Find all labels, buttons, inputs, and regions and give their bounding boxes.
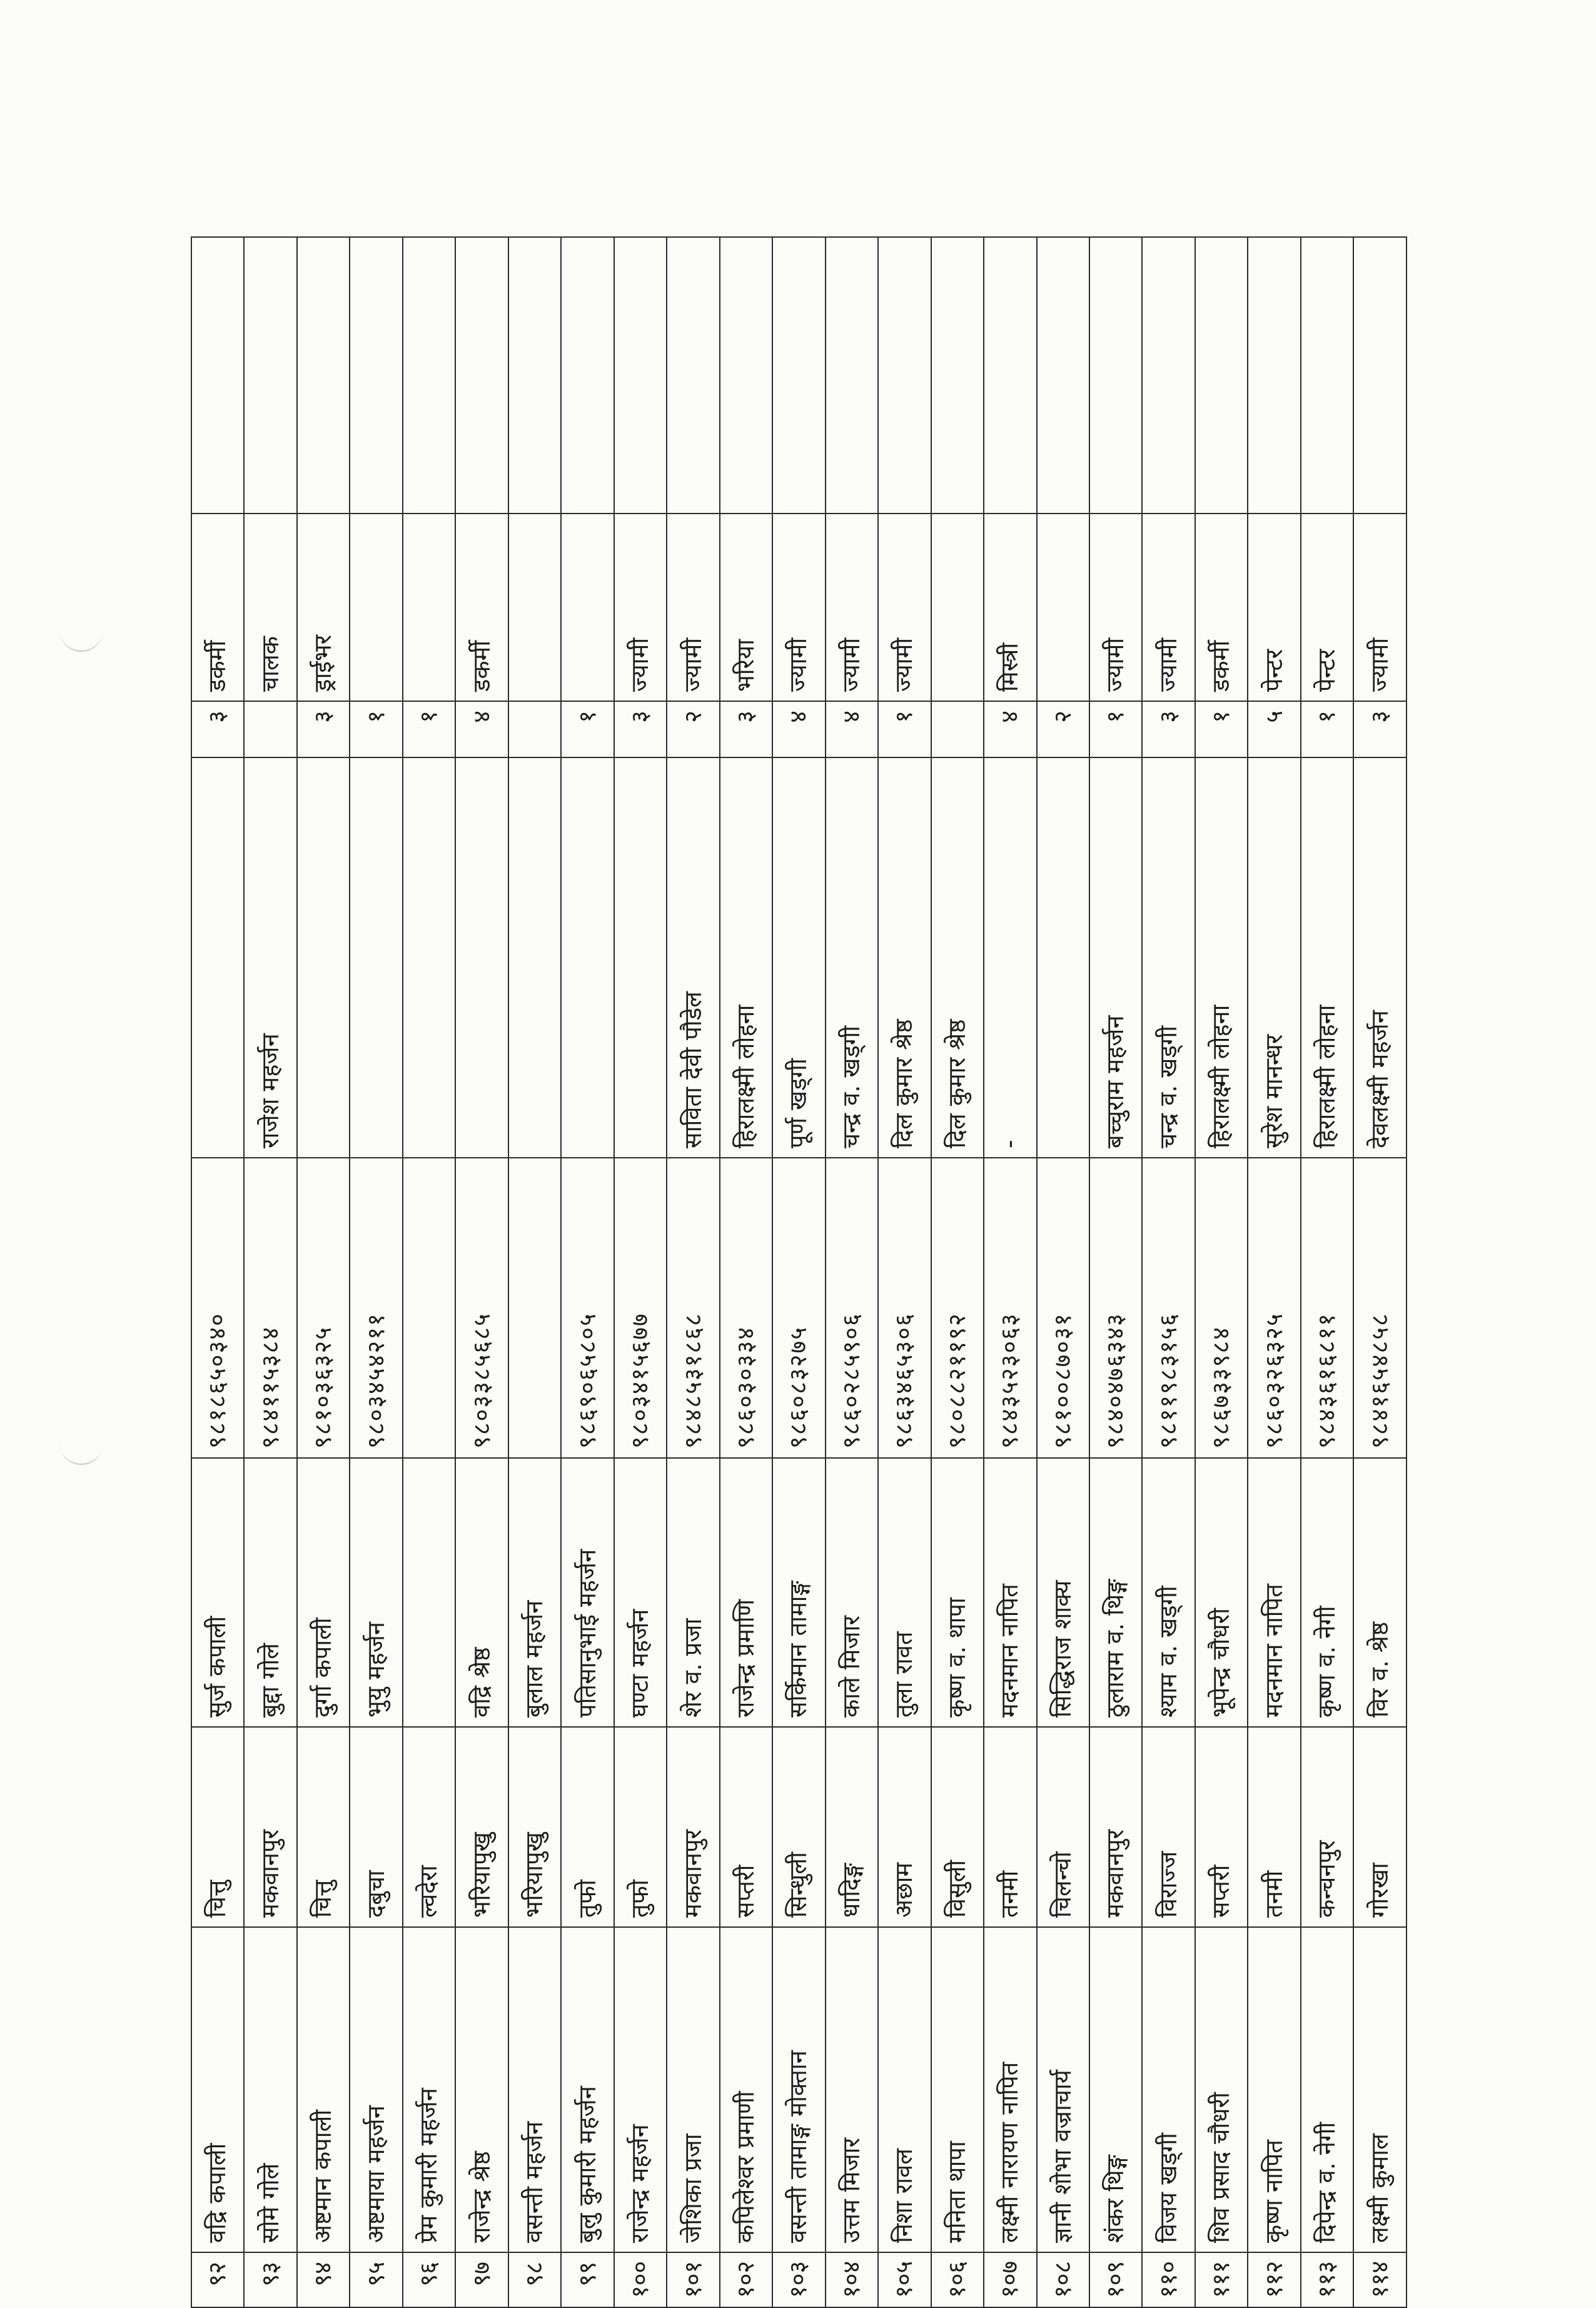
table-row <box>1037 237 1089 2307</box>
address: तुफो <box>614 1727 667 1927</box>
occupation: भरिया <box>720 514 772 701</box>
phone-number: ९८४३५२३०६३ <box>984 1158 1036 1458</box>
person-name: बुलु कुमारी महर्जन <box>561 1927 614 2252</box>
phone-number: ९८०८८२११९२ <box>931 1158 984 1458</box>
row-number: १०५ <box>878 2252 931 2307</box>
occupation: ज्यामी <box>878 514 931 701</box>
occupation: ज्यामी <box>667 514 719 701</box>
table-row <box>667 237 719 2307</box>
guardian-name: ठुलाराम व. थिङ्ग <box>1089 1458 1142 1727</box>
row-number: १०७ <box>984 2252 1036 2307</box>
member-count: १ <box>403 701 455 757</box>
punch-hole-mark-bottom <box>59 1439 103 1465</box>
table-row <box>1089 237 1142 2307</box>
reference-contact: चन्द्र व. खड्गी <box>1142 757 1194 1158</box>
empty-cell <box>561 237 614 514</box>
occupation: ड्राईभर <box>297 514 350 701</box>
address: भरियापुखु <box>455 1727 508 1927</box>
address: तुफो <box>561 1727 614 1927</box>
occupation: मिस्त्री <box>984 514 1036 701</box>
occupation <box>931 514 984 701</box>
table-row <box>561 237 614 2307</box>
guardian-name: पतिसानुभाई महर्जन <box>561 1458 614 1727</box>
reference-contact: दिल कुमार श्रेष्ठ <box>878 757 931 1158</box>
person-name: मनिता थापा <box>931 1927 984 2252</box>
reference-contact <box>561 757 614 1158</box>
person-name: लक्ष्मी कुमाल <box>1353 1927 1407 2252</box>
address: मकवानपुर <box>244 1727 296 1927</box>
person-name: राजेन्द्र श्रेष्ठ <box>455 1927 508 2252</box>
phone-number: ९८०३३८५६८५ <box>455 1158 508 1458</box>
address: विसुली <box>931 1727 984 1927</box>
member-count: ३ <box>720 701 772 757</box>
member-count <box>931 701 984 757</box>
phone-number: ९८६०३०३३४ <box>720 1158 772 1458</box>
address: तनमी <box>1248 1727 1300 1927</box>
empty-cell <box>878 237 931 514</box>
member-count: १ <box>1301 701 1353 757</box>
guardian-name: शेर व. प्रजा <box>667 1458 719 1727</box>
reference-contact: पूर्ण खड्गी <box>772 757 825 1158</box>
person-name: विजय खड्गी <box>1142 1927 1194 2252</box>
member-count: २ <box>1037 701 1089 757</box>
address: अछाम <box>878 1727 931 1927</box>
table-row <box>1248 237 1300 2307</box>
person-name: वद्रि कपाली <box>191 1927 244 2252</box>
guardian-name: कृष्ण व. नेगी <box>1301 1458 1353 1727</box>
phone-number: ९८१८६५०३४० <box>191 1158 244 1458</box>
empty-cell <box>191 237 244 514</box>
reference-contact <box>297 757 350 1158</box>
phone-number: ९८०३४१५६७७ <box>614 1158 667 1458</box>
person-name: निशा रावल <box>878 1927 931 2252</box>
empty-cell <box>350 237 402 514</box>
member-count: १ <box>350 701 402 757</box>
member-count: ३ <box>1142 701 1194 757</box>
occupation: पेन्टर <box>1248 514 1300 701</box>
guardian-name: वद्रि श्रेष्ठ <box>455 1458 508 1727</box>
empty-cell <box>1089 237 1142 514</box>
row-number: ९८ <box>508 2252 561 2307</box>
person-name: लक्ष्मी नारायण नापित <box>984 1927 1036 2252</box>
phone-number: ९८४८५३१८६८ <box>667 1158 719 1458</box>
table-row <box>1142 237 1194 2307</box>
row-number: ११३ <box>1301 2252 1353 2307</box>
phone-number: ९८६३४६५३०६ <box>878 1158 931 1458</box>
address: मकवानपुर <box>1089 1727 1142 1927</box>
reference-contact: हिरालक्ष्मी लोहना <box>1195 757 1248 1158</box>
empty-cell <box>1301 237 1353 514</box>
occupation: ज्यामी <box>1089 514 1142 701</box>
guardian-name: घण्टा महर्जन <box>614 1458 667 1727</box>
member-count: ३ <box>191 701 244 757</box>
phone-number: ९८६०२८५९०६ <box>826 1158 878 1458</box>
occupation <box>508 514 561 701</box>
guardian-name: विर व. श्रेष्ठ <box>1353 1458 1407 1727</box>
person-name: सोमे गोले <box>244 1927 296 2252</box>
empty-cell <box>720 237 772 514</box>
person-name: शंकर थिङ्ग <box>1089 1927 1142 2252</box>
table-row <box>297 237 350 2307</box>
table-row <box>878 237 931 2307</box>
phone-number: ९८६०८३२७५ <box>772 1158 825 1458</box>
guardian-name: काले मिजार <box>826 1458 878 1727</box>
table-row <box>508 237 561 2307</box>
person-name: वसन्ती तामाङ्ग मोक्तान <box>772 1927 825 2252</box>
reference-contact: दिल कुमार श्रेष्ठ <box>931 757 984 1158</box>
table-row <box>826 237 878 2307</box>
phone-number: ९८६९०६५८०५ <box>561 1158 614 1458</box>
reference-contact <box>614 757 667 1158</box>
occupation <box>561 514 614 701</box>
register-table <box>191 236 1407 2308</box>
phone-number: ९८११९८३१५६ <box>1142 1158 1194 1458</box>
table-row <box>455 237 508 2307</box>
occupation: पेन्टर <box>1301 514 1353 701</box>
address: सिन्धुली <box>772 1727 825 1927</box>
table-row <box>614 237 667 2307</box>
row-number: १०४ <box>826 2252 878 2307</box>
person-name: राजेन्द्र महर्जन <box>614 1927 667 2252</box>
occupation: चालक <box>244 514 296 701</box>
member-count: ४ <box>455 701 508 757</box>
guardian-name: सुर्ज कपाली <box>191 1458 244 1727</box>
empty-cell <box>1353 237 1407 514</box>
row-number: ९९ <box>561 2252 614 2307</box>
guardian-name: तुला रावत <box>878 1458 931 1727</box>
person-name: कृष्ण नापित <box>1248 1927 1300 2252</box>
row-number: ९६ <box>403 2252 455 2307</box>
phone-number: ९८४३६१६८११ <box>1301 1158 1353 1458</box>
occupation: ज्यामी <box>772 514 825 701</box>
address: चिलन्चो <box>1037 1727 1089 1927</box>
occupation <box>350 514 402 701</box>
reference-contact: हिरालक्ष्मी लोहना <box>720 757 772 1158</box>
address: मकवानपुर <box>667 1727 719 1927</box>
phone-number: ९८४११५३८४ <box>244 1158 296 1458</box>
guardian-name: मदनमान नापित <box>1248 1458 1300 1727</box>
empty-cell <box>667 237 719 514</box>
guardian-name: श्याम व. खड्गी <box>1142 1458 1194 1727</box>
table-row <box>772 237 825 2307</box>
guardian-name: भुयु महर्जन <box>350 1458 402 1727</box>
member-count: ३ <box>1353 701 1407 757</box>
empty-cell <box>297 237 350 514</box>
row-number: १०० <box>614 2252 667 2307</box>
empty-cell <box>244 237 296 514</box>
reference-contact <box>455 757 508 1158</box>
table-row <box>1353 237 1407 2307</box>
person-name: अष्टमाया महर्जन <box>350 1927 402 2252</box>
reference-contact: साविता देवी पौडेल <box>667 757 719 1158</box>
guardian-name: भूपेन्द्र चौधरी <box>1195 1458 1248 1727</box>
reference-contact: राजेश महर्जन <box>244 757 296 1158</box>
person-name: ज्ञानी शोभा वज्राचार्य <box>1037 1927 1089 2252</box>
member-count: ५ <box>1248 701 1300 757</box>
empty-cell <box>931 237 984 514</box>
row-number: १०९ <box>1089 2252 1142 2307</box>
person-name: वसन्ती महर्जन <box>508 1927 561 2252</box>
guardian-name: बुद्दा गोले <box>244 1458 296 1727</box>
table-row <box>984 237 1036 2307</box>
reference-contact <box>350 757 402 1158</box>
address: विराज्ज <box>1142 1727 1194 1927</box>
table-row <box>720 237 772 2307</box>
reference-contact <box>1037 757 1089 1158</box>
empty-cell <box>1037 237 1089 514</box>
occupation: ज्यामी <box>1353 514 1407 701</box>
table-row <box>403 237 455 2307</box>
table-row <box>1195 237 1248 2307</box>
person-name: उत्तम मिजार <box>826 1927 878 2252</box>
member-count: ४ <box>772 701 825 757</box>
guardian-name: दुर्गा कपाली <box>297 1458 350 1727</box>
address: गोरखा <box>1353 1727 1407 1927</box>
address: तनमी <box>984 1727 1036 1927</box>
member-count: १ <box>878 701 931 757</box>
member-count: १ <box>1089 701 1142 757</box>
phone-number: ९८१००८७०३१ <box>1037 1158 1089 1458</box>
address: चित्तु <box>297 1727 350 1927</box>
occupation <box>403 514 455 701</box>
punch-hole-mark-top <box>59 625 103 652</box>
member-count: १ <box>561 701 614 757</box>
empty-cell <box>455 237 508 514</box>
rotated-register-sheet <box>191 238 1407 2308</box>
guardian-name: मदनमान नापित <box>984 1458 1036 1727</box>
address: सप्तरी <box>720 1727 772 1927</box>
member-count: १ <box>1195 701 1248 757</box>
reference-contact: देवलक्ष्मी महर्जन <box>1353 757 1407 1158</box>
empty-cell <box>826 237 878 514</box>
address: कन्चनपुर <box>1301 1727 1353 1927</box>
member-count: २ <box>667 701 719 757</box>
address: दबुचा <box>350 1727 402 1927</box>
person-name: दिपेन्द्र व. नेगी <box>1301 1927 1353 2252</box>
guardian-name: सर्किमान तामाङ्ग <box>772 1458 825 1727</box>
guardian-name <box>403 1458 455 1727</box>
member-count: ३ <box>297 701 350 757</box>
person-name: अष्टमान कपाली <box>297 1927 350 2252</box>
reference-contact: सुरेश मानन्धर <box>1248 757 1300 1158</box>
reference-contact: बच्चुराम महर्जन <box>1089 757 1142 1158</box>
table-row <box>244 237 296 2307</box>
empty-cell <box>984 237 1036 514</box>
row-number: १११ <box>1195 2252 1248 2307</box>
address: भरियापुखु <box>508 1727 561 1927</box>
address: ल्वदेरा <box>403 1727 455 1927</box>
reference-contact: हिरालक्ष्मी लोहना <box>1301 757 1353 1158</box>
reference-contact <box>508 757 561 1158</box>
table-row <box>931 237 984 2307</box>
phone-number: ९८४१६५४८५८ <box>1353 1158 1407 1458</box>
empty-cell <box>1248 237 1300 514</box>
address: चित्तु <box>191 1727 244 1927</box>
phone-number <box>508 1158 561 1458</box>
row-number: ११० <box>1142 2252 1194 2307</box>
table-row <box>1301 237 1353 2307</box>
guardian-name: राजेन्द्र प्रमाणि <box>720 1458 772 1727</box>
member-count <box>508 701 561 757</box>
person-name: कपिलेश्वर प्रमाणी <box>720 1927 772 2252</box>
person-name: जेशिका प्रजा <box>667 1927 719 2252</box>
member-count: ४ <box>984 701 1036 757</box>
reference-contact <box>191 757 244 1158</box>
phone-number <box>403 1158 455 1458</box>
occupation: डकर्मी <box>455 514 508 701</box>
empty-cell <box>614 237 667 514</box>
occupation: डकर्मी <box>1195 514 1248 701</box>
address: धादिङ्ग <box>826 1727 878 1927</box>
row-number: १०१ <box>667 2252 719 2307</box>
phone-number: ९८६७३३९८४ <box>1195 1158 1248 1458</box>
row-number: ९२ <box>191 2252 244 2307</box>
reference-contact <box>403 757 455 1158</box>
member-count: ४ <box>826 701 878 757</box>
empty-cell <box>508 237 561 514</box>
member-count: ३ <box>614 701 667 757</box>
row-number: १०६ <box>931 2252 984 2307</box>
row-number: ११२ <box>1248 2252 1300 2307</box>
person-name: प्रेम कुमारी महर्जन <box>403 1927 455 2252</box>
row-number: ९३ <box>244 2252 296 2307</box>
member-count <box>244 701 296 757</box>
phone-number: ९८१०३६३२५ <box>297 1158 350 1458</box>
row-number: १०८ <box>1037 2252 1089 2307</box>
phone-number: ९८४०४७६३४३ <box>1089 1158 1142 1458</box>
row-number: ९७ <box>455 2252 508 2307</box>
address: सप्तरी <box>1195 1727 1248 1927</box>
occupation: डकर्मी <box>191 514 244 701</box>
empty-cell <box>1142 237 1194 514</box>
person-name: शिव प्रसाद चौधरी <box>1195 1927 1248 2252</box>
phone-number: ९८०३४५४२११ <box>350 1158 402 1458</box>
empty-cell <box>1195 237 1248 514</box>
empty-cell <box>772 237 825 514</box>
phone-number: ९८६०३२६३२५ <box>1248 1158 1300 1458</box>
guardian-name: कृष्ण व. थापा <box>931 1458 984 1727</box>
row-number: १०३ <box>772 2252 825 2307</box>
occupation: ज्यामी <box>614 514 667 701</box>
row-number: ११४ <box>1353 2252 1407 2307</box>
occupation: ज्यामी <box>1142 514 1194 701</box>
guardian-name: सिद्धिराज शाक्य <box>1037 1458 1089 1727</box>
occupation <box>1037 514 1089 701</box>
table-row <box>191 237 244 2307</box>
reference-contact: चन्द्र व. खड्गी <box>826 757 878 1158</box>
occupation: ज्यामी <box>826 514 878 701</box>
guardian-name: बुलाल महर्जन <box>508 1458 561 1727</box>
row-number: ९५ <box>350 2252 402 2307</box>
table-row <box>350 237 402 2307</box>
empty-cell <box>403 237 455 514</box>
reference-contact: - <box>984 757 1036 1158</box>
row-number: १०२ <box>720 2252 772 2307</box>
row-number: ९४ <box>297 2252 350 2307</box>
